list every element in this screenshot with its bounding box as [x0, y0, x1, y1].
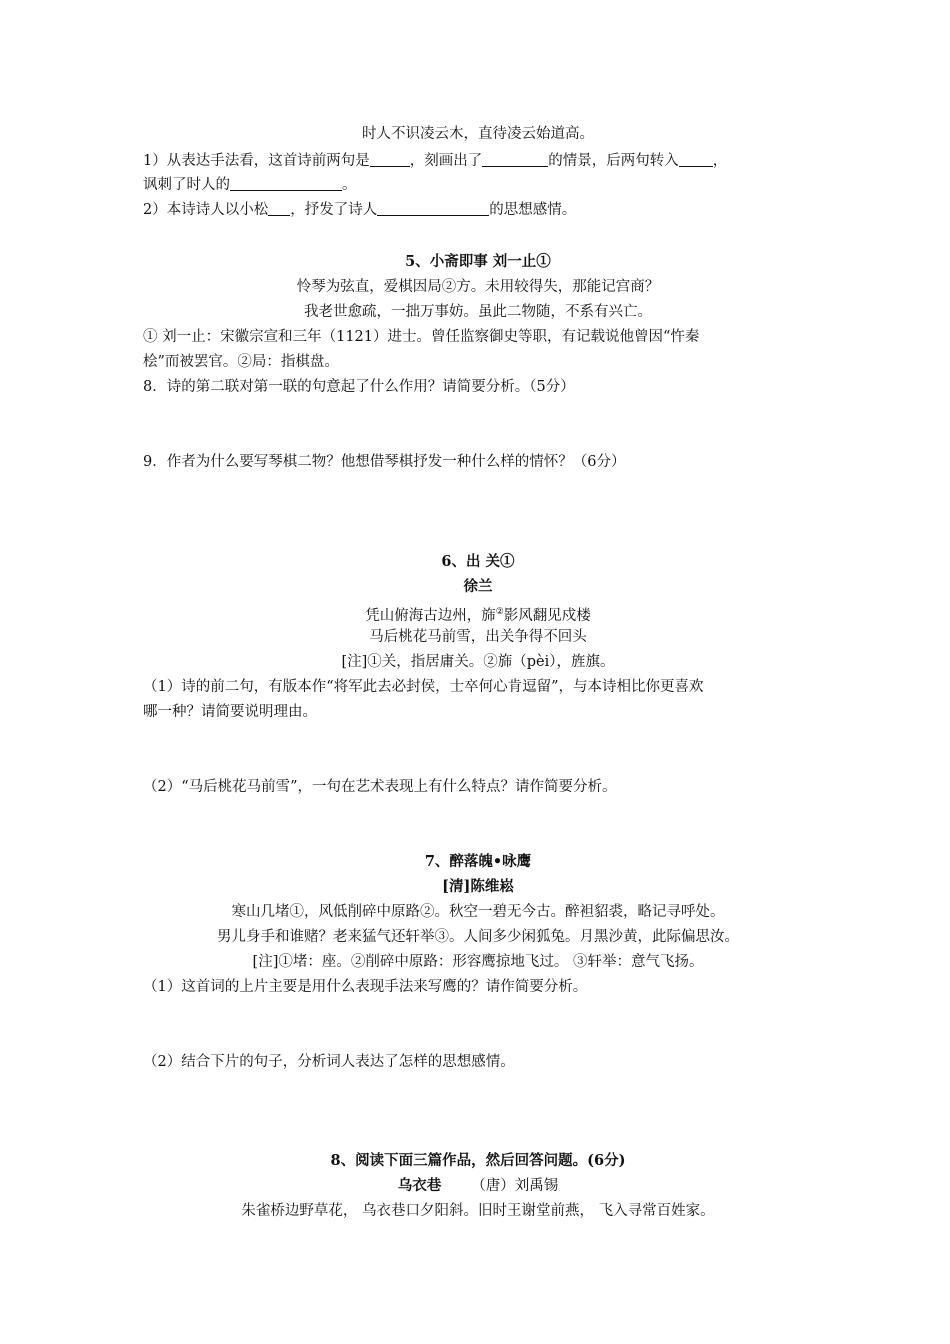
- poem-title: 乌衣巷: [397, 1177, 442, 1194]
- question-text: 的情景，后两句转入: [548, 153, 679, 169]
- poem-author: （唐）刘禹锡: [471, 1178, 559, 1194]
- question-7-2: （2）结合下片的句子，分析词人表达了怎样的思想感情。: [143, 1054, 515, 1070]
- answer-blank[interactable]: [268, 201, 290, 216]
- question-text: ，刻画出了: [409, 153, 483, 169]
- poem-line: 马后桃花马前雪，出关争得不回头: [369, 629, 587, 645]
- footnote: [注]①关，指居庸关。②旆（pèi），旌旗。: [341, 654, 615, 670]
- poem-line: 我老世愈疏，一拙万事妨。虽此二物随，不系有兴亡。: [304, 304, 652, 320]
- question-text: 的思想感情。: [489, 202, 577, 218]
- footnote: 桧”而被罢官。②局：指棋盘。: [143, 354, 339, 370]
- question-text: 。: [342, 177, 357, 193]
- poem-line: 寒山几堵①，风低削碎中原路②。秋空一碧无今古。醉袒貂裘，略记寻呼处。: [231, 904, 725, 920]
- poem-line: 怜琴为弦直，爱棋因局②方。未用较得失，那能记宫商？: [296, 279, 660, 295]
- question-6-1-cont: 哪一种？请简要说明理由。: [143, 704, 317, 720]
- footnote: [注]①堵：座。②削碎中原路：形容鹰掠地飞过。 ③轩举：意气飞扬。: [252, 954, 704, 970]
- section-7-title: 7、醉落魄•咏鹰: [424, 853, 532, 870]
- question-text: ，: [712, 153, 728, 169]
- answer-blank[interactable]: [230, 176, 342, 191]
- question-text: 讽刺了时人的: [143, 177, 230, 193]
- section-8-title: 8、阅读下面三篇作品，然后回答问题。(6分): [330, 1152, 626, 1169]
- poem-line: 男儿身手和谁赌？老来猛气还轩举③。人间多少闲狐兔。月黑沙黄，此际偏思汝。: [217, 929, 739, 945]
- poem-line: [143, 601, 813, 627]
- poem-line: 时人不识凌云木，直待凌云始道高。: [362, 126, 594, 142]
- question-4-1: [143, 150, 813, 172]
- section-6-author: 徐兰: [463, 578, 493, 595]
- question-4-1-cont: [143, 174, 813, 196]
- section-7-author: [清]陈维崧: [442, 878, 514, 895]
- footnote-marker: ②: [495, 607, 504, 617]
- question-text: 1）从表达手法看，这首诗前两句是: [143, 153, 370, 169]
- section-5-title: 5、小斋即事 刘一止①: [405, 253, 551, 270]
- question-6-2: （2）“马后桃花马前雪”，一句在艺术表现上有什么特点？请作简要分析。: [143, 779, 617, 795]
- answer-blank[interactable]: [370, 152, 410, 167]
- answer-blank[interactable]: [679, 152, 713, 167]
- answer-blank[interactable]: [482, 152, 548, 167]
- question-8: 8．诗的第二联对第一联的句意起了什么作用？请简要分析。（5分）: [143, 379, 575, 395]
- poem-text: 凭山俯海古边州，旆: [365, 607, 496, 624]
- question-6-1: （1）诗的前二句，有版本作“将军此去必封侯，士卒何心肯逗留”，与本诗相比你更喜欢: [143, 679, 704, 695]
- question-text: ，抒发了诗人: [290, 202, 378, 218]
- question-text: 2）本诗诗人以小松: [143, 202, 269, 218]
- poem-line: 朱雀桥边野草花， 乌衣巷口夕阳斜。旧时王谢堂前燕， 飞入寻常百姓家。: [241, 1203, 715, 1219]
- question-9: 9．作者为什么要写琴棋二物？他想借琴棋抒发一种什么样的情怀？（6分）: [143, 454, 626, 470]
- answer-blank[interactable]: [377, 201, 489, 216]
- question-7-1: （1）这首词的上片主要是用什么表现手法来写鹰的？请作简要分析。: [143, 979, 588, 995]
- section-6-title: 6、出 关①: [441, 553, 515, 570]
- question-4-2: [143, 199, 813, 221]
- poem-text: 影风翻见戍楼: [503, 607, 591, 624]
- footnote: ① 刘一止：宋徽宗宣和三年（1121）进士。曾任监察御史等职，有记载说他曾因“忤秦: [143, 329, 700, 345]
- poem-heading: [143, 1175, 813, 1197]
